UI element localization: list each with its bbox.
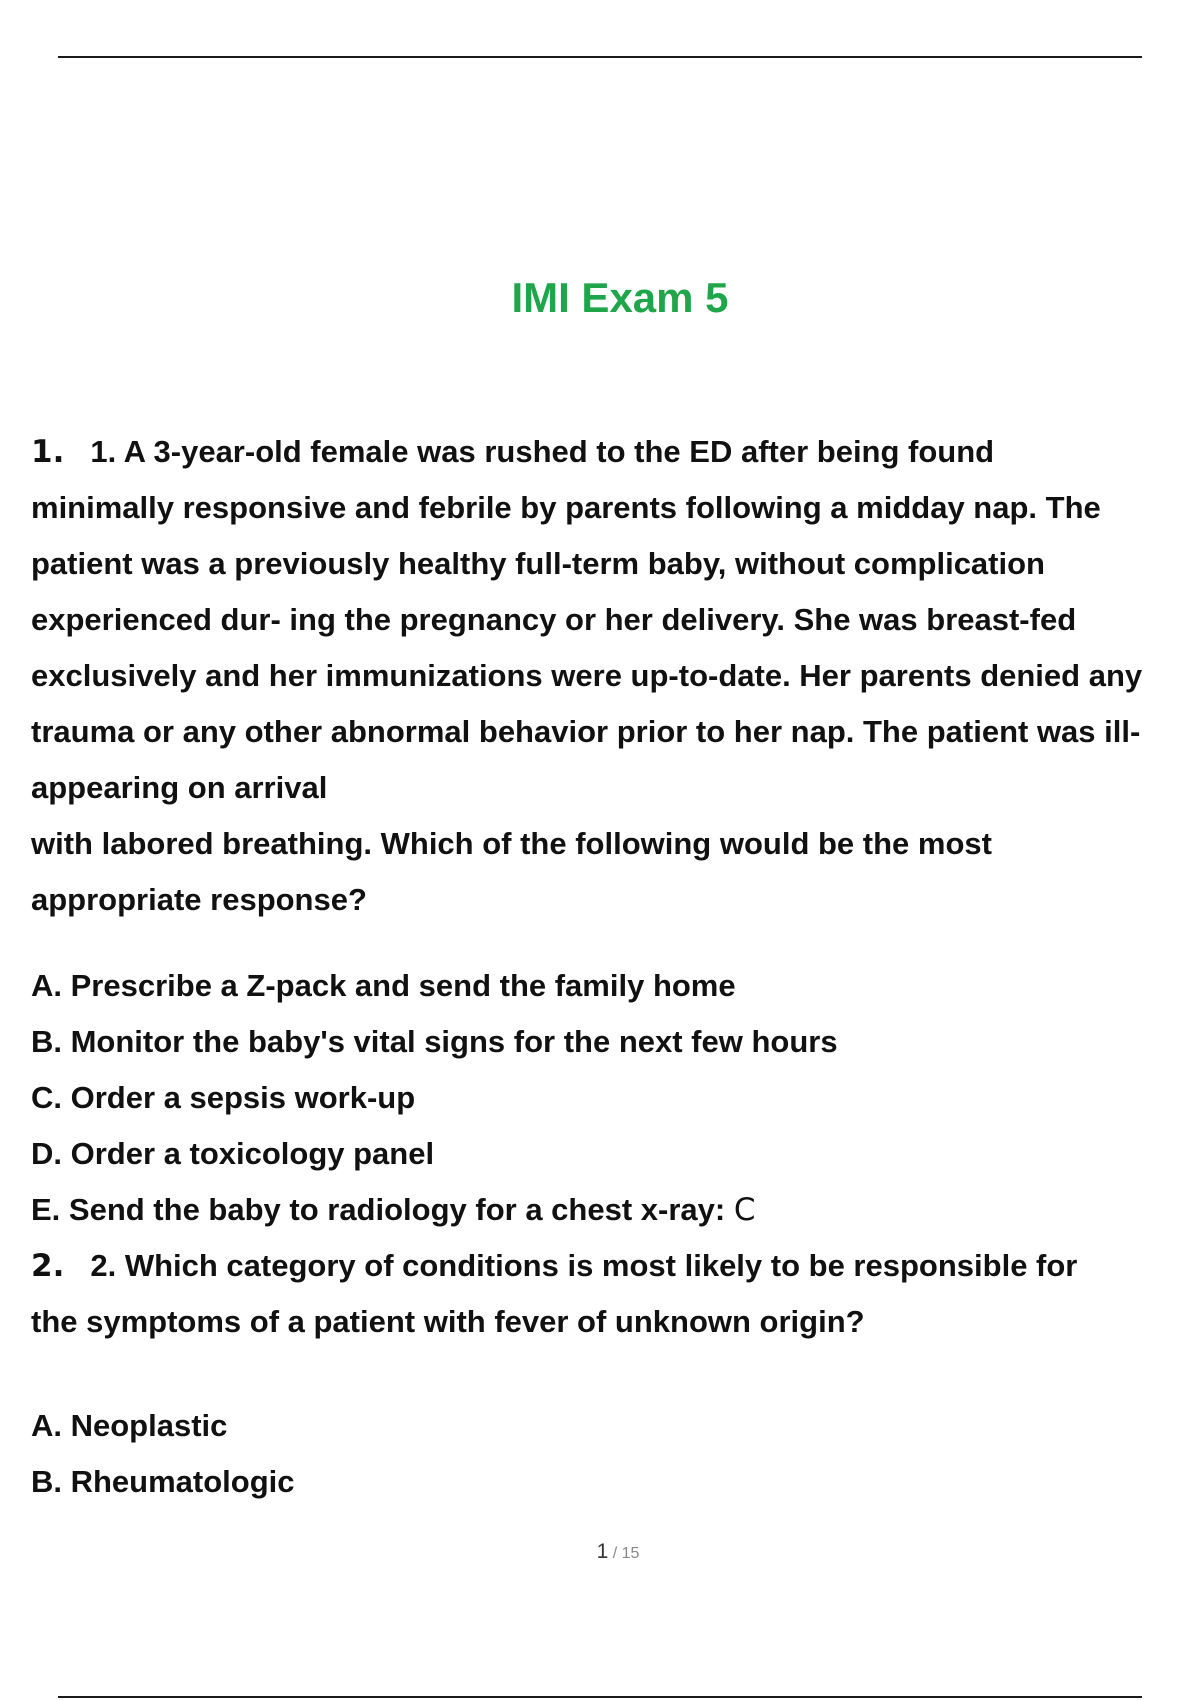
question-text: experienced dur- ing the pregnancy or her delivery. She was breast-fed <box>31 602 1077 637</box>
question-1 <box>31 424 1191 1238</box>
question-text: 1. A 3-year-old female was rushed to the ED after being found <box>90 434 995 469</box>
top-rule <box>58 56 1142 58</box>
question-text: trauma or any other abnormal behavior prior to her nap. The patient was ill- <box>31 714 1141 749</box>
question-number: 2. <box>31 1248 65 1284</box>
option-a: A. Prescribe a Z-pack and send the family home <box>31 968 736 1003</box>
question-text: minimally responsive and febrile by parents following a midday nap. The <box>31 490 1101 525</box>
question-text: appearing on arrival <box>31 770 328 805</box>
bottom-rule <box>58 1696 1142 1698</box>
question-text: with labored breathing. Which of the following would be the most <box>31 826 992 861</box>
option-b: B. Rheumatologic <box>31 1464 295 1499</box>
question-text: 2. Which category of conditions is most likely to be responsible for <box>90 1248 1078 1283</box>
option-e <box>31 1182 1191 1238</box>
total-pages: / 15 <box>612 1545 640 1562</box>
document-title: IMI Exam 5 <box>511 274 729 321</box>
question-1-line-1 <box>31 424 1191 480</box>
question-text: exclusively and her immunizations were up-to-date. Her parents denied any <box>31 658 1143 693</box>
option-d: D. Order a toxicology panel <box>31 1136 435 1171</box>
spacer <box>31 928 1191 958</box>
page-indicator <box>0 1540 1200 1564</box>
current-page: 1 <box>596 1540 609 1563</box>
question-2-line-1 <box>31 1238 1191 1294</box>
question-text: the symptoms of a patient with fever of unknown origin? <box>31 1304 865 1339</box>
question-2 <box>31 1238 1191 1510</box>
question-list <box>31 424 1191 1510</box>
option-a: A. Neoplastic <box>31 1408 228 1443</box>
spacer <box>31 1350 1191 1398</box>
question-text: appropriate response? <box>31 882 367 917</box>
option-c: C. Order a sepsis work-up <box>31 1080 416 1115</box>
option-b: B. Monitor the baby's vital signs for the next few hours <box>31 1024 838 1059</box>
option-e-text: E. Send the baby to radiology for a chest x-ray: <box>31 1192 726 1227</box>
question-number: 1. <box>31 434 65 470</box>
question-text: patient was a previously healthy full-term baby, without complication <box>31 546 1045 581</box>
answer-key: C <box>733 1192 756 1228</box>
